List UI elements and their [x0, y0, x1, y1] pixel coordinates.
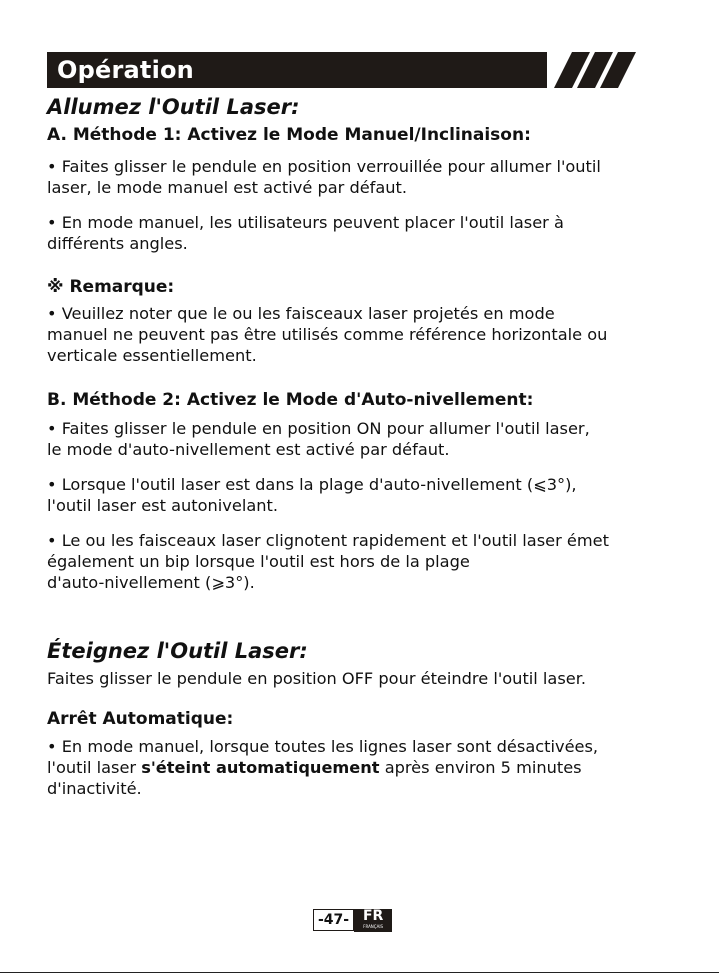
- language-name: FRANÇAIS: [363, 924, 384, 929]
- auto-off-line2: [47, 757, 582, 778]
- language-badge: [354, 909, 392, 932]
- page-number: -47-: [313, 909, 354, 931]
- method2-p1-line1: • Faites glisser le pendule en position ON pour allumer l'outil laser,: [47, 419, 590, 438]
- auto-off-line1: • En mode manuel, lorsque toutes les lignes laser sont désactivées,: [47, 737, 599, 756]
- turn-off-title: Éteignez l'Outil Laser:: [47, 639, 308, 663]
- method1-p1-line1: • Faites glisser le pendule en position verrouillée pour allumer l'outil: [47, 157, 601, 176]
- auto-off-line2-start: l'outil laser: [47, 758, 142, 777]
- method1-heading: A. Méthode 1: Activez le Mode Manuel/Inclinaison:: [47, 125, 531, 145]
- language-code: FR: [362, 908, 384, 924]
- auto-off-line3: d'inactivité.: [47, 779, 142, 798]
- remark-line3: verticale essentiellement.: [47, 346, 257, 365]
- method2-p3-line3: d'auto-nivellement (⩾3°).: [47, 573, 255, 592]
- section-header-bar: [47, 52, 547, 88]
- header-stripes-decoration: [548, 52, 640, 88]
- method2-p1-line2: le mode d'auto-nivellement est activé par défaut.: [47, 440, 450, 459]
- method2-heading: B. Méthode 2: Activez le Mode d'Auto-nivellement:: [47, 390, 534, 410]
- auto-off-heading: Arrêt Automatique:: [47, 709, 234, 729]
- auto-off-line2-end: après environ 5 minutes: [379, 758, 582, 777]
- method1-p2-line1: • En mode manuel, les utilisateurs peuvent placer l'outil laser à: [47, 213, 564, 232]
- bottom-rule: [0, 972, 719, 973]
- method2-p3-line1: • Le ou les faisceaux laser clignotent rapidement et l'outil laser émet: [47, 531, 609, 550]
- section-header-title: Opération: [57, 56, 194, 84]
- method1-p2-line2: différents angles.: [47, 234, 188, 253]
- turn-on-title: Allumez l'Outil Laser:: [47, 95, 300, 119]
- method2-p3-line2: également un bip lorsque l'outil est hors de la plage: [47, 552, 470, 571]
- method2-p2-line1: • Lorsque l'outil laser est dans la plage d'auto-nivellement (⩽3°),: [47, 475, 577, 494]
- method2-p2-line2: l'outil laser est autonivelant.: [47, 496, 278, 515]
- method1-p1-line2: laser, le mode manuel est activé par défaut.: [47, 178, 408, 197]
- remark-line2: manuel ne peuvent pas être utilisés comme référence horizontale ou: [47, 325, 608, 344]
- turn-off-line: Faites glisser le pendule en position OFF pour éteindre l'outil laser.: [47, 669, 587, 688]
- remark-line1: • Veuillez noter que le ou les faisceaux laser projetés en mode: [47, 304, 555, 323]
- auto-off-line2-emphasis: s'éteint automatiquement: [141, 758, 380, 777]
- page-footer: [313, 909, 392, 932]
- remark-heading: ※ Remarque:: [47, 277, 175, 297]
